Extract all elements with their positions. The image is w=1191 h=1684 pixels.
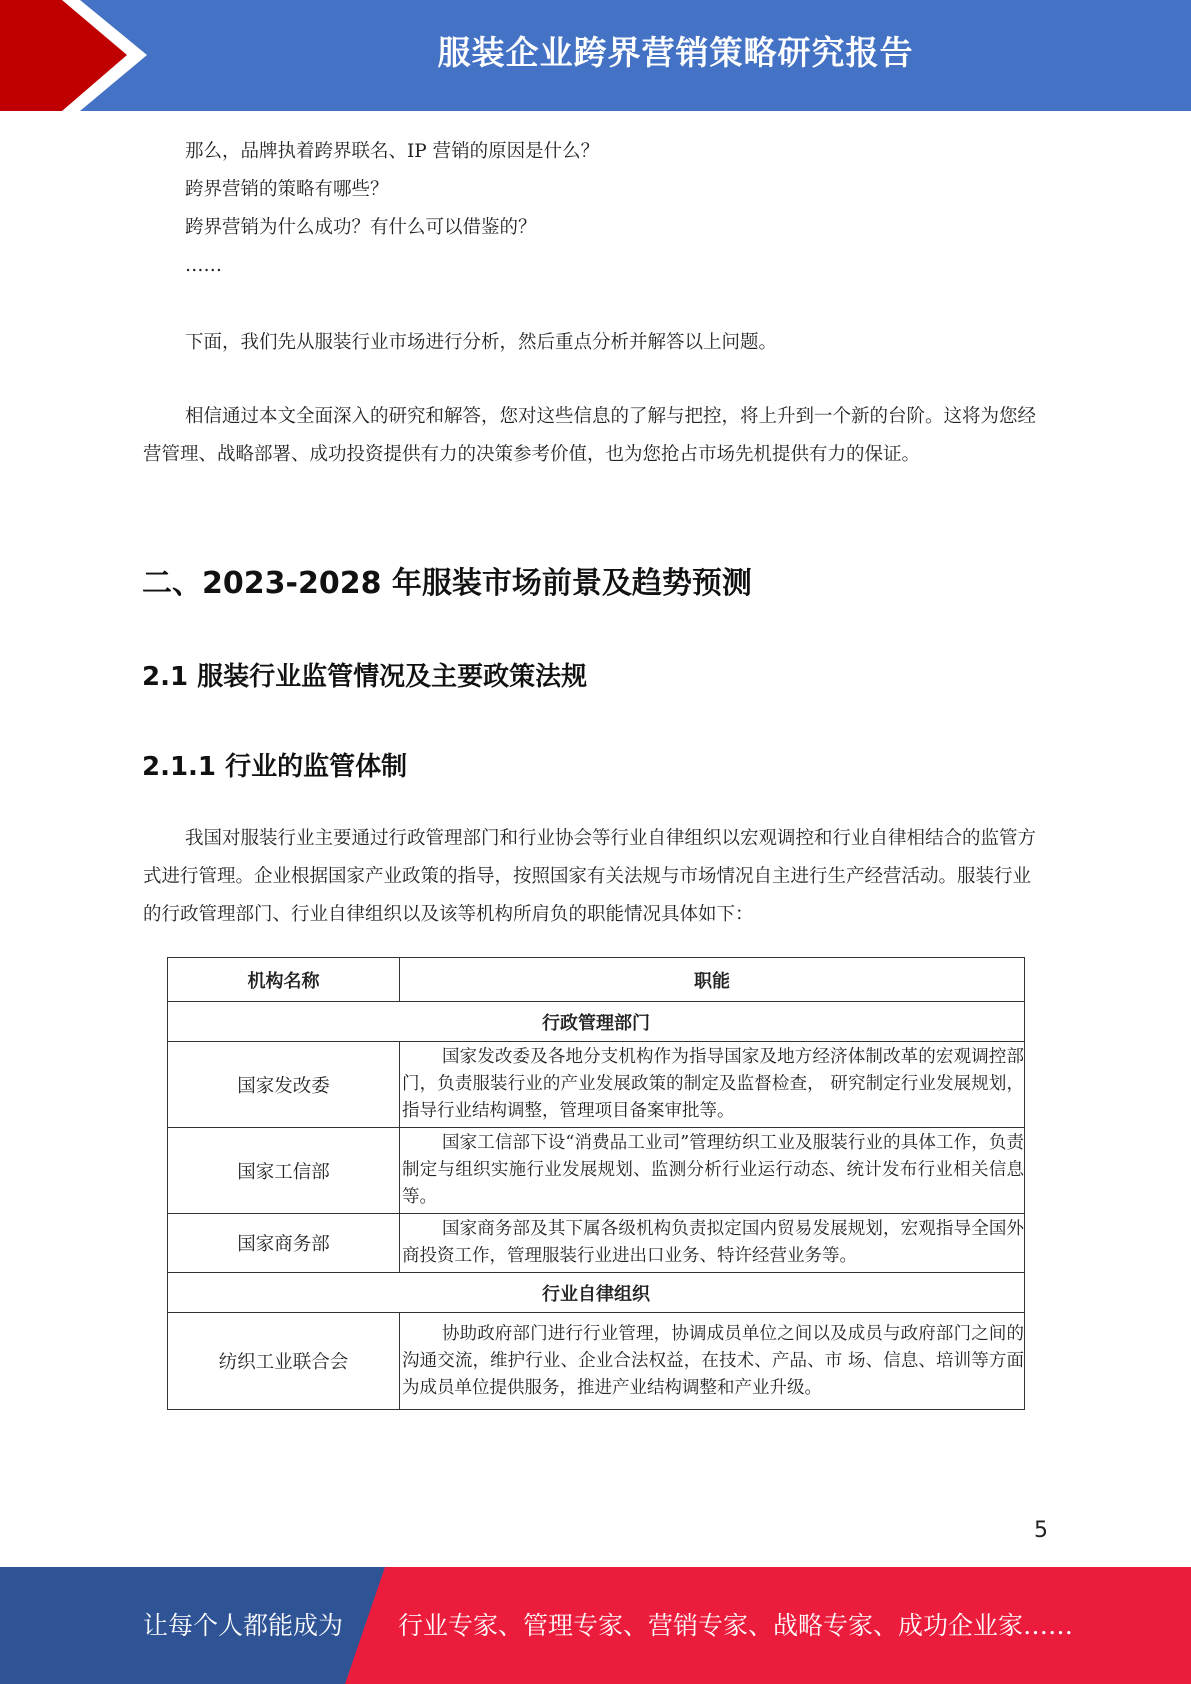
section-heading: 二、2023-2028 年服装市场前景及趋势预测: [142, 566, 752, 601]
table-row: [168, 1313, 1025, 1410]
agency-duty: 国家商务部及其下属各级机构负责拟定国内贸易发展规划，宏观指导全国外商投资工作，管理服装行业进出口业务、特许经营业务等。: [400, 1214, 1025, 1273]
regulator-table: [167, 957, 1025, 1410]
regulation-paragraph: 我国对服装行业主要通过行政管理部门和行业协会等行业自律组织以宏观调控和行业自律相结合的监管方式进行管理。企业根据国家产业政策的指导，按照国家有关法规与市场情况自主进行生产经营活动。服装行业的行政管理部门、行业自律组织以及该等机构所肩负的职能情况具体如下：: [143, 828, 1037, 925]
table-row: [168, 1042, 1025, 1128]
agency-name: 纺织工业联合会: [168, 1313, 400, 1410]
intro-paragraph: 相信通过本文全面深入的研究和解答，您对这些信息的了解与把控，将上升到一个新的台阶。这将为您经营管理、战略部署、成功投资提供有力的决策参考价值，也为您抢占市场先机提供有力的保证。: [143, 406, 1037, 465]
footer-slogan-right: 行业专家、管理专家、营销专家、战略专家、成功企业家……: [398, 1611, 1074, 1640]
table-header-row: [168, 958, 1025, 1002]
subsection-heading: 2.1 服装行业监管情况及主要政策法规: [142, 662, 588, 692]
category-label: 行业自律组织: [168, 1273, 1025, 1313]
agency-name: 国家发改委: [168, 1042, 400, 1128]
table-header-cell: 机构名称: [168, 958, 400, 1002]
question-line: 跨界营销为什么成功？有什么可以借鉴的？: [185, 217, 537, 238]
table-category-row: [168, 1273, 1025, 1313]
table-header-cell: 职能: [400, 958, 1025, 1002]
page-footer: [0, 1567, 1191, 1684]
footer-slogan-left: 让每个人都能成为: [143, 1611, 344, 1640]
table-row: [168, 1214, 1025, 1273]
intro-paragraph: 下面，我们先从服装行业市场进行分析，然后重点分析并解答以上问题。: [185, 332, 778, 353]
agency-name: 国家工信部: [168, 1128, 400, 1214]
question-line: 跨界营销的策略有哪些？: [185, 179, 389, 200]
agency-name: 国家商务部: [168, 1214, 400, 1273]
table-row: [168, 1128, 1025, 1214]
question-line: 那么，品牌执着跨界联名、IP 营销的原因是什么？: [185, 141, 600, 162]
table-category-row: [168, 1002, 1025, 1042]
ellipsis-line: ……: [185, 255, 222, 276]
report-title: 服装企业跨界营销策略研究报告: [437, 33, 914, 72]
header-arrow-icon: [0, 0, 160, 111]
agency-duty: 国家发改委及各地分支机构作为指导国家及地方经济体制改革的宏观调控部门，负责服装行业的产业发展政策的制定及监督检查， 研究制定行业发展规划，指导行业结构调整，管理项目备案审批等。: [400, 1042, 1025, 1128]
page-number: 5: [1034, 1518, 1048, 1543]
page-header: [0, 0, 1191, 111]
agency-duty: 国家工信部下设“消费品工业司”管理纺织工业及服装行业的具体工作，负责制定与组织实施行业发展规划、监测分析行业运行动态、统计发布行业相关信息等。: [400, 1128, 1025, 1214]
subsubsection-heading: 2.1.1 行业的监管体制: [142, 752, 408, 782]
agency-duty: 协助政府部门进行行业管理，协调成员单位之间以及成员与政府部门之间的沟通交流，维护行业、企业合法权益，在技术、产品、市 场、信息、培训等方面为成员单位提供服务，推进产业结构调整和产业升级。: [400, 1313, 1025, 1410]
category-label: 行政管理部门: [168, 1002, 1025, 1042]
